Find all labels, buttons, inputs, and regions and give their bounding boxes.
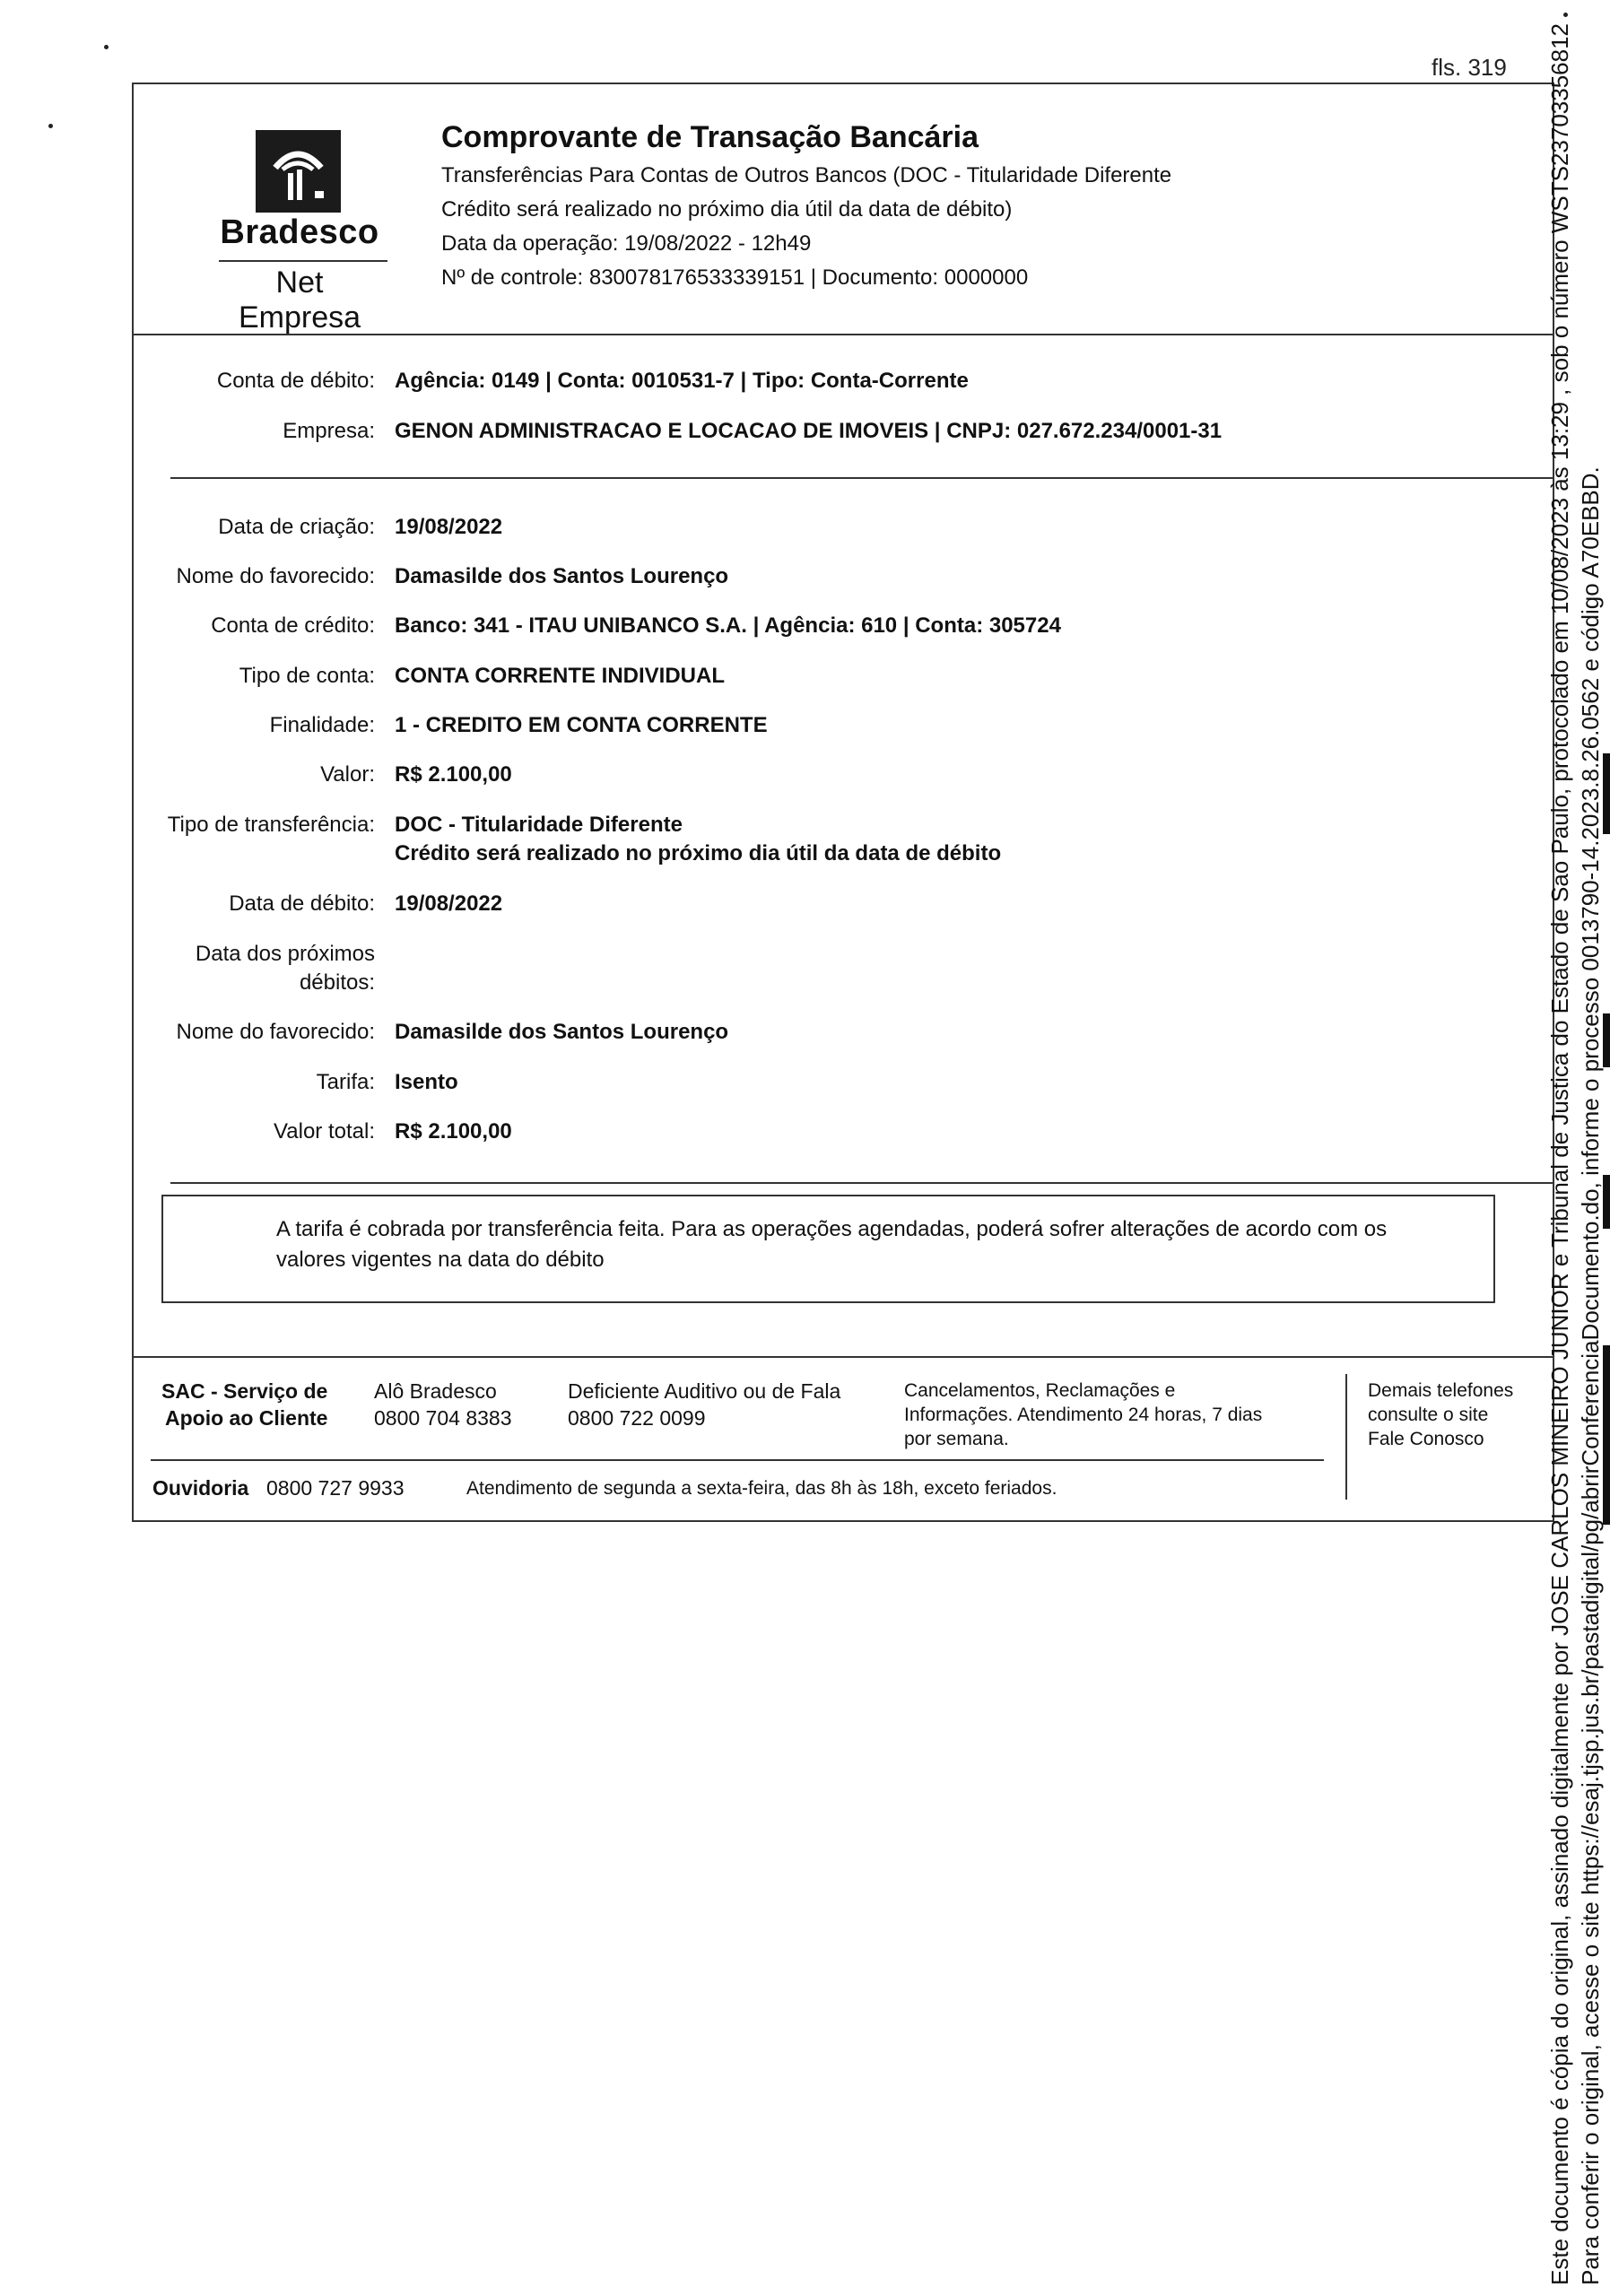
other-phones-info-3: Fale Conosco xyxy=(1368,1429,1484,1449)
purpose-label: Finalidade: xyxy=(269,713,375,737)
payee-name-value: Damasilde dos Santos Lourenço xyxy=(395,564,729,588)
stamp-link-line: Para conferir o original, acesse o site https://esaj.tjsp.jus.br/pastadigital/pg/abrirConferenciaDocumento.do, informe o processo 0013790-14.2023.8.26.0562 e código A70EBBD. xyxy=(1577,466,1604,2285)
scan-speck xyxy=(48,124,53,128)
amount-label: Valor: xyxy=(320,762,375,787)
creation-date-value: 19/08/2022 xyxy=(395,515,503,539)
stamp-line: Este documento é cópia do original, assinado digitalmente por JOSE CARLOS MINEIRO JUNIOR e Tribunal de Justica do Estado de Sao Paulo, protocolado em 10/08/2023 às 13:29 , sob o número WSTS23703356812 xyxy=(1546,23,1573,2285)
header-line: Crédito será realizado no próximo dia útil da data de débito) xyxy=(441,197,1013,222)
total-amount-label: Valor total: xyxy=(274,1119,375,1144)
next-debits-label: Data dos próximos xyxy=(195,942,375,966)
payee-name-value-2: Damasilde dos Santos Lourenço xyxy=(395,1020,729,1044)
debit-date-value: 19/08/2022 xyxy=(395,891,503,916)
deaf-support-label: Deficiente Auditivo ou de Fala xyxy=(568,1379,841,1403)
transfer-type-label: Tipo de transferência: xyxy=(167,813,375,837)
total-amount-value: R$ 2.100,00 xyxy=(395,1119,512,1144)
footer-separator xyxy=(1345,1374,1347,1500)
ouvidoria-divider xyxy=(151,1459,1324,1461)
alo-bradesco-phone: 0800 704 8383 xyxy=(374,1406,512,1430)
logo-rule xyxy=(219,260,387,262)
fee-notice-line: valores vigentes na data do débito xyxy=(276,1248,605,1272)
brand-name: Bradesco xyxy=(220,213,379,251)
page-number: fls. 319 xyxy=(1432,54,1507,81)
company-label: Empresa: xyxy=(283,419,375,443)
fee-label: Tarifa: xyxy=(316,1070,375,1094)
other-phones-info: Demais telefones xyxy=(1368,1380,1514,1401)
footer-divider xyxy=(132,1356,1554,1358)
account-divider xyxy=(170,477,1554,479)
ouvidoria-phone: 0800 727 9933 xyxy=(266,1476,405,1500)
account-type-value: CONTA CORRENTE INDIVIDUAL xyxy=(395,664,725,688)
transfer-type-note: Crédito será realizado no próximo dia útil da data de débito xyxy=(395,841,1002,865)
debit-account-value: Agência: 0149 | Conta: 0010531-7 | Tipo: Conta-Corrente xyxy=(395,369,969,393)
fee-value: Isento xyxy=(395,1070,458,1094)
operation-date: Data da operação: 19/08/2022 - 12h49 xyxy=(441,231,812,256)
sac-title: SAC - Serviço de xyxy=(161,1379,328,1403)
fee-notice-text xyxy=(276,1214,1469,1275)
ouvidoria-hours: Atendimento de segunda a sexta-feira, das 8h às 18h, exceto feriados. xyxy=(466,1478,1057,1499)
cancellation-info-3: por semana. xyxy=(904,1429,1009,1449)
alo-bradesco-label: Alô Bradesco xyxy=(374,1379,497,1403)
debit-account-label: Conta de débito: xyxy=(216,369,375,393)
account-type-label: Tipo de conta: xyxy=(239,664,375,688)
bradesco-logo-icon xyxy=(256,130,341,213)
sac-title-2: Apoio ao Cliente xyxy=(165,1406,328,1430)
transfer-type-value: DOC - Titularidade Diferente xyxy=(395,813,683,837)
receipt-title: Comprovante de Transação Bancária xyxy=(441,120,979,154)
header-line: Transferências Para Contas de Outros Bancos (DOC - Titularidade Diferente xyxy=(441,163,1172,187)
control-number: Nº de controle: 830078176533339151 | Documento: 0000000 xyxy=(441,265,1029,290)
creation-date-label: Data de criação: xyxy=(218,515,375,539)
fee-notice-line: A tarifa é cobrada por transferência feita. Para as operações agendadas, poderá sofrer alterações de acordo com os xyxy=(276,1217,1388,1241)
payee-name-label-2: Nome do favorecido: xyxy=(176,1020,375,1044)
debit-date-label: Data de débito: xyxy=(229,891,375,916)
other-phones-info-2: consulte o site xyxy=(1368,1405,1489,1425)
company-value: GENON ADMINISTRACAO E LOCACAO DE IMOVEIS | CNPJ: 027.672.234/0001-31 xyxy=(395,419,1223,443)
credit-account-value: Banco: 341 - ITAU UNIBANCO S.A. | Agência: 610 | Conta: 305724 xyxy=(395,613,1061,638)
credit-account-label: Conta de crédito: xyxy=(211,613,375,638)
digital-signature-stamp xyxy=(1545,23,1606,2285)
purpose-value: 1 - CREDITO EM CONTA CORRENTE xyxy=(395,713,768,737)
scan-speck xyxy=(104,45,109,49)
cancellation-info-2: Informações. Atendimento 24 horas, 7 dias xyxy=(904,1405,1263,1425)
payee-name-label: Nome do favorecido: xyxy=(176,564,375,588)
cancellation-info: Cancelamentos, Reclamações e xyxy=(904,1380,1176,1401)
ouvidoria-label: Ouvidoria xyxy=(152,1476,249,1500)
amount-value: R$ 2.100,00 xyxy=(395,762,512,787)
next-debits-label-2: débitos: xyxy=(299,970,375,995)
scan-speck xyxy=(1563,13,1568,17)
product-name: Net Empresa xyxy=(238,265,361,335)
deaf-support-phone: 0800 722 0099 xyxy=(568,1406,706,1430)
details-divider xyxy=(170,1182,1554,1184)
